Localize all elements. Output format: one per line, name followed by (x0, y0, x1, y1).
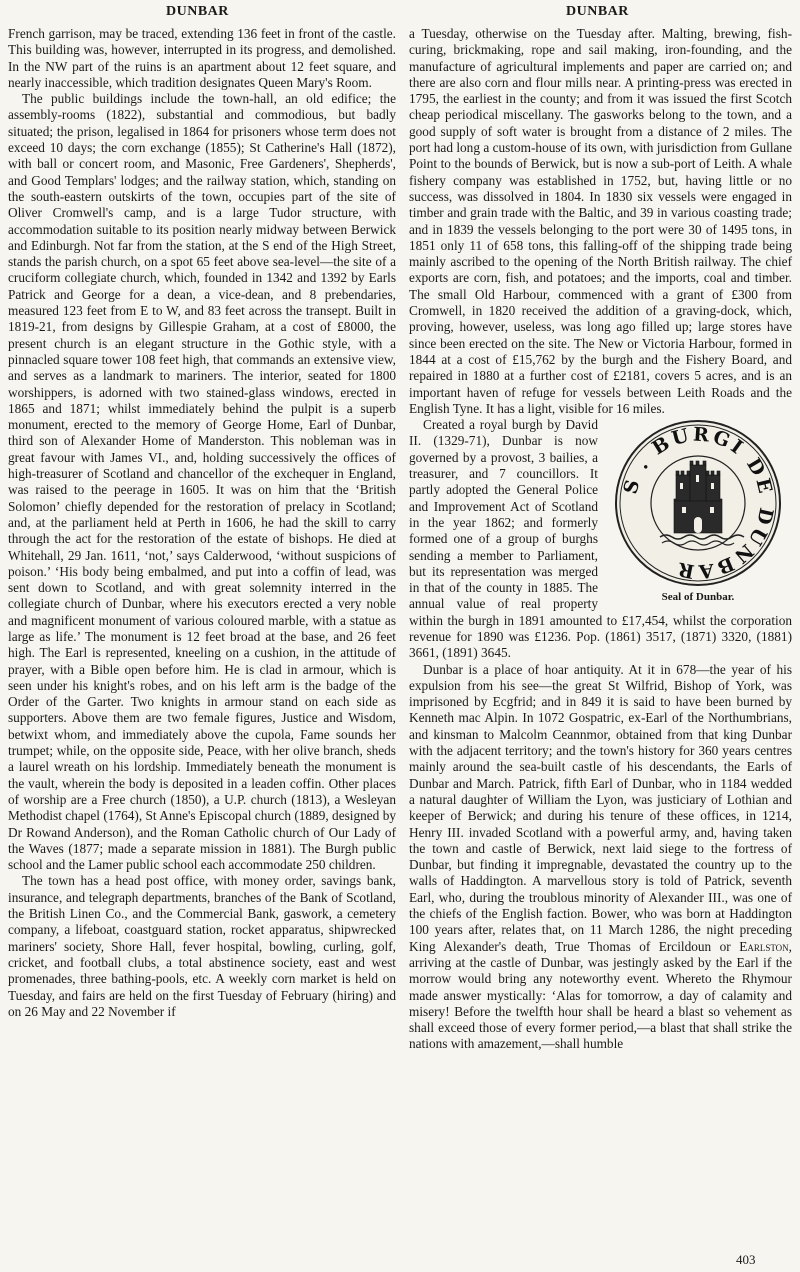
left-paragraph-1: French garrison, may be traced, extending 136 feet in front of the castle. This building was, however, interrupted in its progress, and demolished. In the NW part of the ruins is an apartment about 12 feet square, and nearly inaccessible, which tradition designates Queen Mary's Room. (8, 26, 396, 90)
svg-text:S . BURGI DE DUNBAR: S . BURGI DE DUNBAR (619, 423, 778, 583)
right-paragraph-2: Created a royal burgh by David II. (1329-71), Dunbar is now governed by a provost, 3 bailies, a treasurer, and 7 councillors. It partly adopted the General Police and Improvement Act of Scotland in the year 1862; and formerly formed one of a group of burghs sending a member to Parliament, but its representation was merged in that of the county in 1885. The annual value of real property within the burgh in 1891 amounted to £17,454, whilst the corporation revenue for 1890 was £1236. Pop. (1861) 3517, (1871) 3320, (1881) 3661, (1891) 3645. (409, 417, 792, 661)
page-number: 403 (736, 1252, 756, 1267)
seal-caption: Seal of Dunbar. (661, 591, 735, 604)
left-paragraph-3: The town has a head post office, with money order, savings bank, insurance, and telegraph departments, branches of the Bank of Scotland, the British Linen Co., and the Commercial Bank, gaswork, a cemetery company, a lifeboat, coastguard station, rocket apparatus, shipwrecked mariners' society, Shore Hall, fever hospital, bowling, curling, golf, cricket, and football clubs, a total abstinence society, east and west promenades, three bathing-pools, etc. A weekly corn market is held on Tuesday, and fairs are held on the first Tuesday of February (hiring) and on 26 May and 22 November if (8, 873, 396, 1019)
earlston-smallcaps: Earlston (739, 938, 789, 954)
left-column (8, 26, 396, 1020)
left-running-head: DUNBAR (166, 4, 229, 19)
left-paragraph-2: The public buildings include the town-hall, an old edifice; the assembly-rooms (1822), substantial and commodious, but badly situated; the prison, legalised in 1864 for prisoners whose term does not exceed 10 days; the corn exchange (1855); St Catherine's Hall (1872), with ball or concert room, and Masonic, Free Gardeners', Shepherds', and Good Templars' lodges; and the railway station, which, standing on the south-eastern outskirts of the town, occupies part of the site of Oliver Cromwell's camp, and is a large Tudor structure, with accommodation suitable to its position nearly midway between Berwick and Edinburgh. Not far from the station, at the S end of the High Street, stands the parish church, on a spot 65 feet above sea-level—the site of a cruciform collegiate church, which, founded in 1342 and 1392 by Earls Patrick and George for a dean, a vice-dean, and 8 prebendaries, measured 123 feet from E to W, and 83 feet across the transept. Built in 1819-21, from designs by Gillespie Graham, at a cost of £8000, the present church is an elegant structure in the Gothic style, with a pinnacled square tower 108 feet high, that commands an extensive view, and serves as a landmark to mariners. The interior, seated for 1800 worshippers, is adorned with two stained-glass windows, erected in 1865 and 1871; whilst immediately behind the pulpit is a superb monument, erected to the memory of George Home, Earl of Dunbar, third son of Alexander Home of Manderston. This nobleman was in great favour with James VI., and, holding successively the offices of high-treasurer of Scotland and chancellor of the exchequer in England, was raised to the peerage in 1605. It was on him that the ‘British Solomon’ chiefly depended for the restoration of prelacy in Scotland; and, at the parliament held at Perth in 1606, he had the skill to carry through the act for the restoration of the estate of bishops. He died at Whitehall, 29 Jan. 1611, ‘not,’ says Calderwood, ‘without suspicions of poison.’ ‘His body being embalmed, and put into a coffin of lead, was sent down to Scotland, and with great solemnity interred in the collegiate church of Dunbar, where his executors erected a very noble and magnificent monument of various coloured marble, with a statue as large as life.’ The monument is 12 feet broad at the base, and 26 feet high. The Earl is represented, kneeling on a cushion, in the attitude of prayer, with a Bible open before him. He is clad in armour, which is seen under his knight's robes, and on his left arm is the badge of the Order of the Garter. Two knights in armour stand on each side as supporters. Above them are two female figures, Justice and Wisdom, betwixt whom, and immediately above the cupola, Fame sounds her trumpet; while, on the opposite side, Peace, with her olive branch, sheds a laurel wreath on his lordship. Immediately beneath the monument is the vault, wherein the body is deposited in a leaden coffin. Other places of worship are a Free church (1850), a U.P. church (1813), a Wesleyan Methodist chapel (1764), St Anne's Episcopal church (1889, designed by Dr Rowand Anderson), and the Roman Catholic church of Our Lady of the Waves (1877; made a separate mission in 1881). The Burgh public school and the Lamer public school each accommodate 250 children. (8, 91, 396, 873)
right-paragraph-3-text-b: , arriving at the castle of Dunbar, was jestingly asked by the Earl if the morrow would bring any noteworthy event. Whereto the Rhymour made answer mystically: ‘Alas for tomorrow, a day of calamity and misery! Before the twelfth hour shall be heard a blast so vehement as shall exceed those of every former period,—a blast that shall strike the nations with amazement,—shall humble (409, 938, 792, 1052)
seal-figure (604, 419, 792, 605)
right-paragraph-3-text-a: Dunbar is a place of hoar antiquity. At it in 678—the year of his expulsion from his see—the great St Wilfrid, Bishop of York, was imprisoned by Ecgfrid; and in 849 it is said to have been burned by Kenneth mac Alpin. In 1072 Gospatric, ex-Earl of the Northumbrians, and kinsman to Malcolm Ceannmor, obtained from that king Dunbar with the adjacent territory; and the town's history for 360 years centres mainly around the sea-built castle of his descendants, the Earls of Dunbar and March. Patrick, fifth Earl of Dunbar, who in 1184 wedded a natural daughter of William the Lyon, was justiciary of Lothian and keeper of Berwick; and during his tenure of these offices, in 1214, Henry III. invaded Scotland with a powerful army, and, having taken the town and castle of Berwick, next laid siege to the fortress of Dunbar, but finding it impregnable, devastated the country up to the walls of Haddington. A marvellous story is told of Patrick, seventh Earl, who, during the troublous minority of Alexander III., was one of the chiefs of the English faction. Bower, who was born at Haddington 100 years after, relates that, on 11 March 1286, the night preceding King Alexander's death, True Thomas of Ercildoun or (409, 661, 792, 954)
right-running-head: DUNBAR (566, 4, 629, 19)
seal-of-dunbar-image (614, 419, 782, 587)
right-column (409, 26, 792, 1053)
right-paragraph-3 (409, 662, 792, 1053)
page-header (0, 4, 800, 24)
right-paragraph-1: a Tuesday, otherwise on the Tuesday after. Malting, brewing, fish-curing, brickmaking, rope and sail making, iron-founding, and the manufacture of agricultural implements and paper are carried on; and there are also corn and flour mills near. A printing-press was erected in 1795, the earliest in the county; and from it was issued the first Scotch cheap periodical miscellany. The gasworks belong to the town, and a good supply of soft water is brought from a distance of 2 miles. The port had long a custom-house of its own, with jurisdiction from Gullane Point to the bounds of Berwick, but is now a sub-port of Leith. A whale fishery company was established in 1752, but, having little or no success, was dissolved in 1804. In 1830 six vessels were engaged in timber and grain trade with the Baltic, and 39 in various coasting trade; and in 1839 the vessels belonging to the port were 30 of 1495 tons, in 1851 only 11 of 658 tons, this falling-off of the shipping trade being mainly ascribed to the opening of the North British railway. The chief exports are corn, fish, and potatoes; and the imports, coal and timber. The small Old Harbour, commenced with a grant of £300 from Cromwell, in 1820 received the addition of a graving-dock, which, proving, however, useless, was long ago filled up; large stores have since been erected on the site. The New or Victoria Harbour, formed in 1844 at a cost of £15,762 by the burgh and the Fishery Board, and repaired in 1880 at a further cost of £2181, covers 5 acres, and is an important haven of refuge for vessels between Leith Roads and the English Tyne. It has a light, visible for 16 miles. (409, 26, 792, 416)
